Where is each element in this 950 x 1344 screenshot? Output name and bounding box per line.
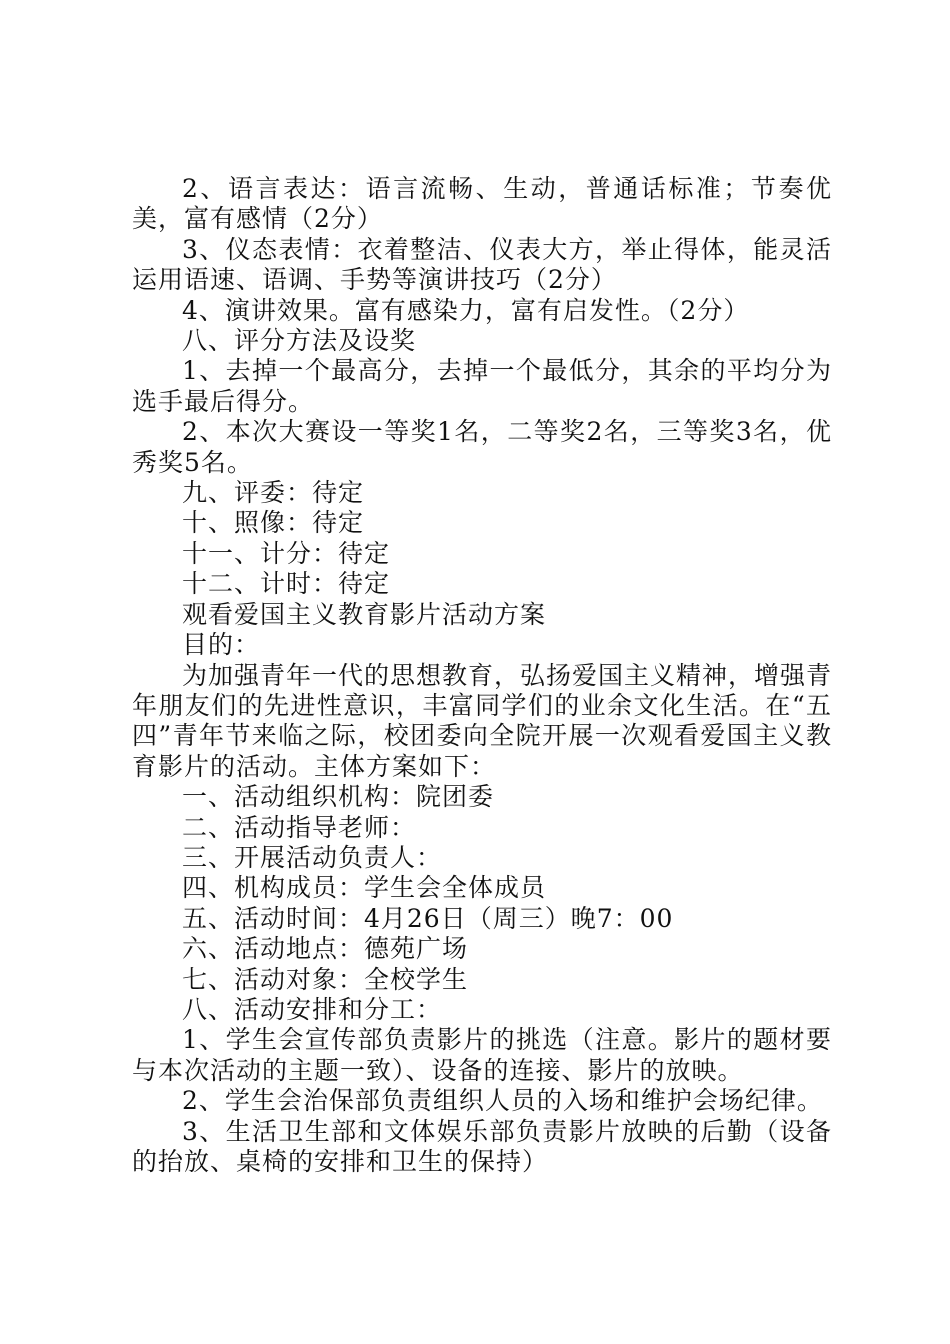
paragraph-members: 四、机构成员：学生会全体成员: [182, 873, 547, 903]
paragraph-task-publicity: 1、学生会宣传部负责影片的挑选（注意。影片的题材要与本次活动的主题一致）、设备的连接、影片的放映。: [132, 1025, 832, 1085]
paragraph-scoring-method: 1、去掉一个最高分，去掉一个最低分，其余的平均分为选手最后得分。: [132, 356, 832, 416]
paragraph-audience: 七、活动对象：全校学生: [182, 964, 469, 994]
paragraph-awards: 2、本次大赛设一等奖1名，二等奖2名，三等奖3名，优秀奖5名。: [132, 417, 833, 477]
paragraph-purpose: 为加强青年一代的思想教育，弘扬爱国主义精神，增强青年朋友们的先进性意识，丰富同学们的业余文化生活。在“五四”青年节来临之际，校团委向全院开展一次观看爱国主义教育影片的活动。主体方案如下：: [132, 660, 833, 781]
paragraph-lead: 三、开展活动负责人：: [182, 842, 443, 872]
section-heading-purpose: 目的：: [182, 630, 261, 660]
document-body: [132, 174, 832, 1177]
paragraph-task-security: 2、学生会治保部负责组织人员的入场和维护会场纪律。: [182, 1086, 823, 1116]
document-title-film-plan: 观看爱国主义教育影片活动方案: [182, 599, 547, 629]
paragraph-photography: 十、照像：待定: [182, 508, 365, 538]
section-heading-scoring: 八、评分方法及设奖: [182, 326, 417, 356]
paragraph-scorekeeping: 十一、计分：待定: [182, 538, 391, 568]
paragraph-timekeeping: 十二、计时：待定: [182, 569, 391, 599]
paragraph-criterion-demeanor: 3、仪态表情：衣着整洁、仪表大方，举止得体，能灵活运用语速、语调、手势等演讲技巧（2分）: [132, 234, 832, 295]
paragraph-criterion-effect: 4、演讲效果。富有感染力，富有启发性。（2分）: [182, 295, 750, 325]
paragraph-criterion-language: 2、语言表达：语言流畅、生动，普通话标准；节奏优美，富有感情（2分）: [132, 174, 832, 234]
section-heading-arrangement: 八、活动安排和分工：: [182, 994, 443, 1024]
paragraph-advisor: 二、活动指导老师：: [182, 812, 417, 842]
paragraph-organizer: 一、活动组织机构：院团委: [182, 782, 495, 812]
paragraph-judges: 九、评委：待定: [182, 478, 365, 508]
paragraph-location: 六、活动地点：德苑广场: [182, 934, 469, 964]
paragraph-task-logistics: 3、生活卫生部和文体娱乐部负责影片放映的后勤（设备的抬放、桌椅的安排和卫生的保持）: [132, 1116, 832, 1176]
paragraph-time: 五、活动时间：4月26日（周三）晚7：00: [182, 903, 674, 933]
